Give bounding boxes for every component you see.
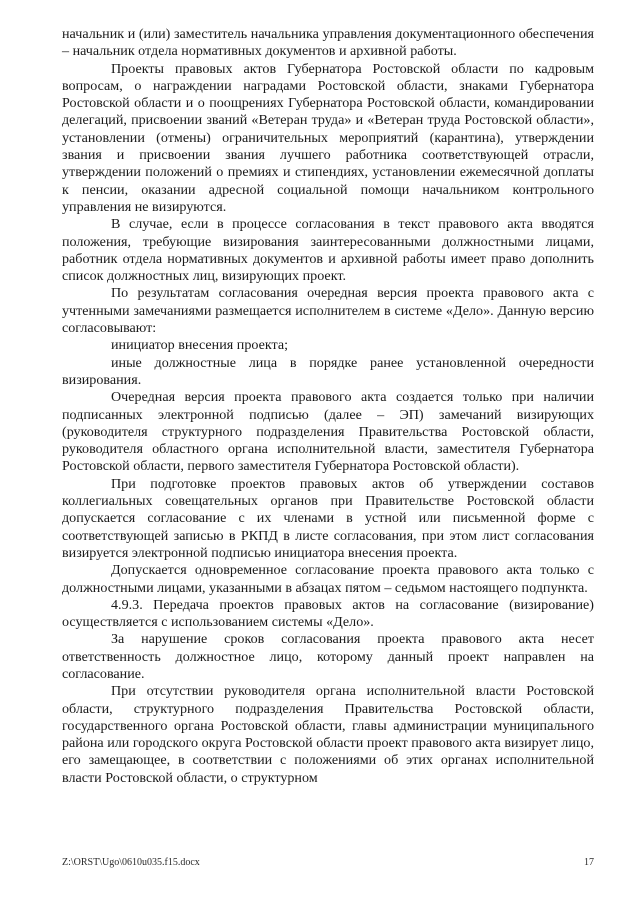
paragraph: инициатор внесения проекта; [111, 337, 288, 354]
paragraph: 4.9.3. Передача проектов правовых актов на согласование (визирование) осуществляется с использованием системы «Дело». [62, 596, 594, 631]
paragraph: При отсутствии руководителя органа исполнительной власти Ростовской области, структурного подразделения Правительства Ростовской области, государственного органа Ростовской области, главы администрации муниципального района или городского округа Ростовской области проект правового акта визирует лицо, его замещающее, в соответствии с положениями об этих органах исполнительной власти Ростовской области, о структурном [62, 683, 594, 786]
footer-file-path: Z:\ORST\Ugo\0610u035.f15.docx [62, 857, 200, 868]
paragraph: Очередная версия проекта правового акта создается только при наличии подписанных электронной подписью (далее – ЭП) замечаний визирующих (руководителя структурного подразделения Правительства Ростовской области, руководителя областного органа исполнительной власти, заместителя Губернатора Ростовской области, первого заместителя Губернатора Ростовской области). [62, 389, 594, 475]
paragraph: Допускается одновременное согласование проекта правового акта только с должностными лицами, указанными в абзацах пятом – седьмом настоящего подпункта. [62, 562, 594, 596]
paragraph: Проекты правовых актов Губернатора Ростовской области по кадровым вопросам, о награждении наградами Ростовской области, знаками Губернатора Ростовской области и о поощрениях Губернатора Ростовской области, командировании делегаций, присвоении званий «Ветеран труда» и «Ветеран труда Ростовской области», установлении (отмены) ограничительных мероприятий (карантина), утверждении звания и присвоении звания лучшего работника соответствующей отрасли, утверждении положений о премиях и стипендиях, установлении ежемесячной доплаты к пенсии, оказании адресной социальной помощи начальником контрольного управления не визируются. [62, 60, 594, 215]
paragraph: иные должностные лица в порядке ранее установленной очередности визирования. [62, 354, 594, 388]
paragraph: При подготовке проектов правовых актов об утверждении составов коллегиальных совещательных органов при Правительстве Ростовской области допускается согласование с их членами в устной или письменной форме с соответствующей записью в РКПД в листе согласования, при этом лист согласования визируется электронной подписью инициатора внесения проекта. [62, 475, 594, 561]
document-body [62, 26, 594, 787]
paragraph: начальник и (или) заместитель начальника управления документационного обеспечения – начальник отдела нормативных документов и архивной работы. [62, 26, 594, 60]
paragraph: По результатам согласования очередная версия проекта правового акта с учтенными замечаниями размещается исполнителем в системе «Дело». Данную версию согласовывают: [62, 285, 594, 337]
paragraph: В случае, если в процессе согласования в текст правового акта вводятся положения, требующие визирования заинтересованными должностными лицами, работник отдела нормативных документов и архивной работы имеет право дополнить список должностных лиц, визирующих проект. [62, 216, 594, 285]
page-number: 17 [584, 857, 594, 868]
paragraph: За нарушение сроков согласования проекта правового акта несет ответственность должностное лицо, которому данный проект направлен на согласование. [62, 631, 594, 682]
